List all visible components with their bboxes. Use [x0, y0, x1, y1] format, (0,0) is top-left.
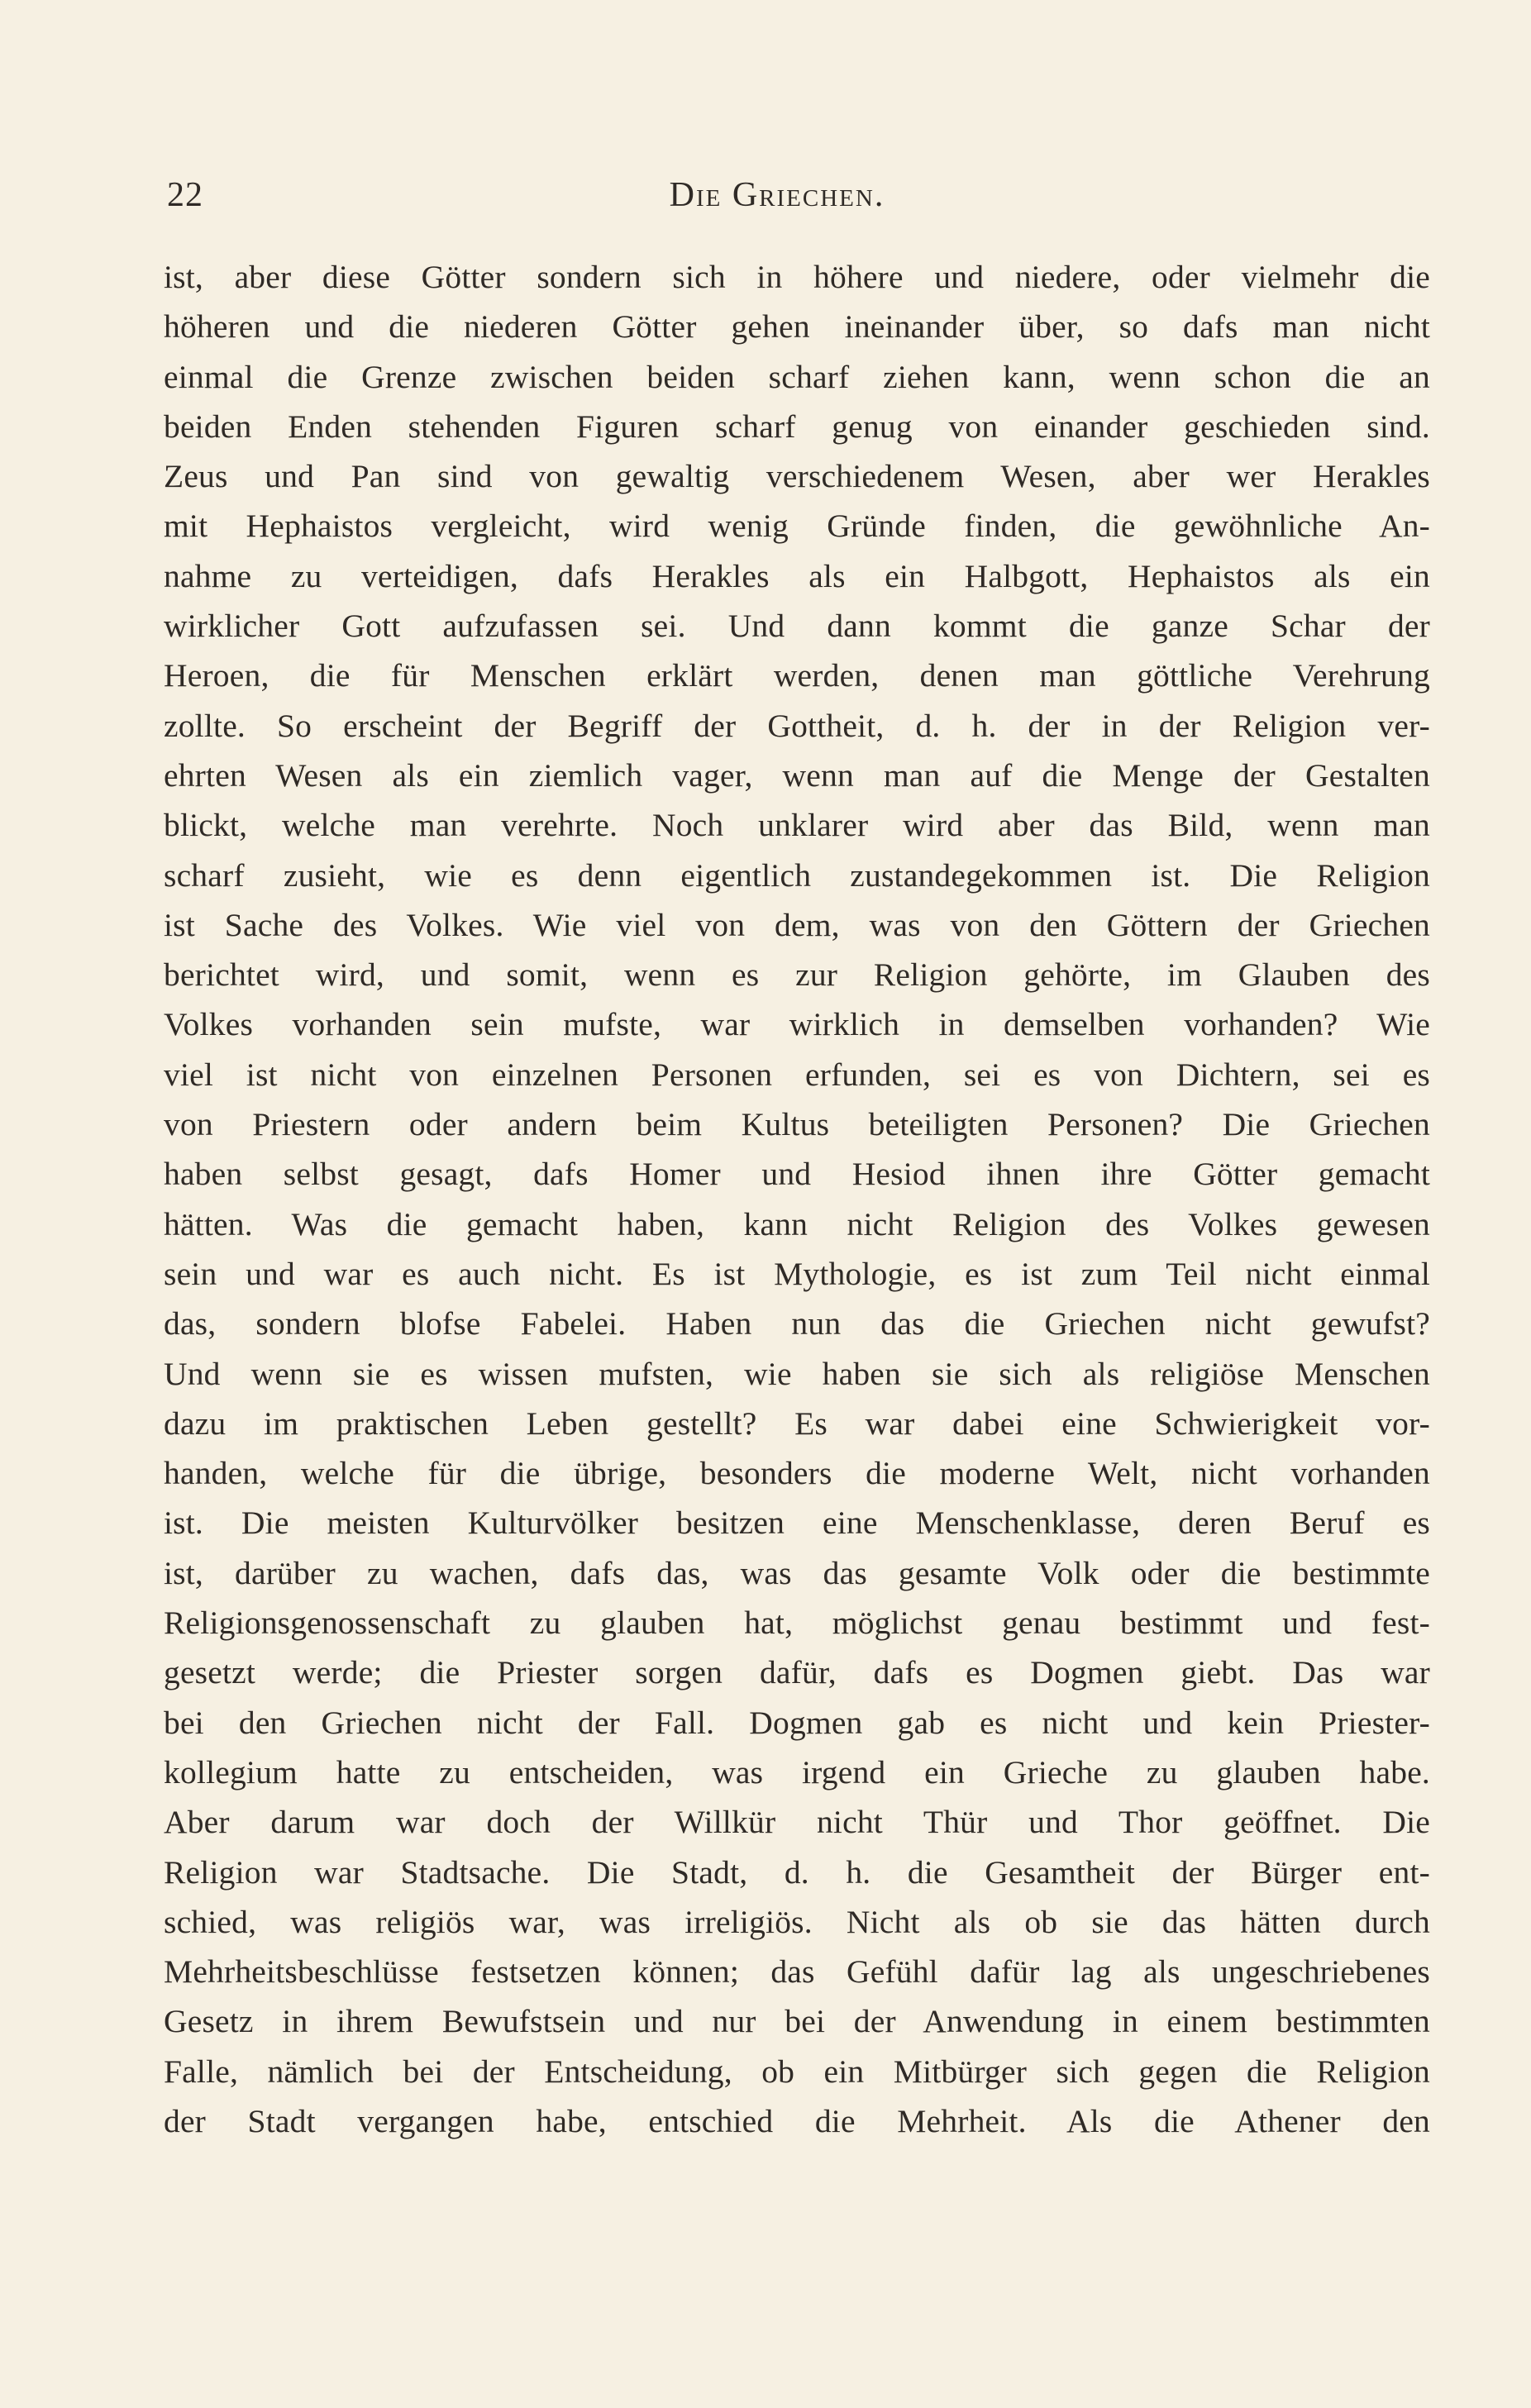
text-line: ist. Die meisten Kulturvölker besitzen eine Menschenklasse, deren Beruf es — [164, 1504, 1430, 1542]
text-line: Mehrheitsbeschlüsse festsetzen können; das Gefühl dafür lag als ungeschriebenes — [164, 1953, 1430, 1991]
text-line: handen, welche für die übrige, besonders die moderne Welt, nicht vorhanden — [164, 1455, 1430, 1492]
text-line: Und wenn sie es wissen mufsten, wie haben sie sich als religiöse Menschen — [164, 1355, 1430, 1392]
text-line: Aber darum war doch der Willkür nicht Thür und Thor geöffnet. Die — [164, 1804, 1430, 1841]
text-line: mit Hephaistos vergleicht, wird wenig Gründe finden, die gewöhnliche An- — [164, 508, 1430, 545]
running-title: Die Griechen. — [669, 176, 885, 214]
text-line: Gesetz in ihrem Bewufstsein und nur bei der Anwendung in einem bestimmten — [164, 2003, 1430, 2040]
page-header — [167, 175, 1387, 217]
text-line: berichtet wird, und somit, wenn es zur Religion gehörte, im Glauben des — [164, 956, 1430, 994]
text-line: kollegium hatte zu entscheiden, was irgend ein Grieche zu glauben habe. — [164, 1753, 1430, 1791]
text-line: nahme zu verteidigen, dafs Herakles als ein Halbgott, Hephaistos als ein — [164, 557, 1430, 594]
text-line: der Stadt vergangen habe, entschied die Mehrheit. Als die Athener den — [164, 2102, 1430, 2139]
text-line: blickt, welche man verehrte. Noch unklarer wird aber das Bild, wenn man — [164, 807, 1430, 844]
text-line: ist, darüber zu wachen, dafs das, was das gesamte Volk oder die bestimmte — [164, 1554, 1430, 1591]
text-line: wirklicher Gott aufzufassen sei. Und dann kommt die ganze Schar der — [164, 608, 1430, 645]
text-line: Volkes vorhanden sein mufste, war wirklich in demselben vorhanden? Wie — [164, 1006, 1430, 1043]
text-line: von Priestern oder andern beim Kultus beteiligten Personen? Die Griechen — [164, 1106, 1430, 1143]
text-line: dazu im praktischen Leben gestellt? Es war dabei eine Schwierigkeit vor- — [164, 1404, 1430, 1442]
text-line: Religionsgenossenschaft zu glauben hat, möglichst genau bestimmt und fest- — [164, 1605, 1430, 1642]
text-line: scharf zusieht, wie es denn eigentlich zustandegekommen ist. Die Religion — [164, 856, 1430, 894]
text-line: zollte. So erscheint der Begriff der Gottheit, d. h. der in der Religion ver- — [164, 707, 1430, 744]
text-line: schied, was religiös war, was irreligiös. Nicht als ob sie das hätten durch — [164, 1903, 1430, 1940]
text-line: ehrten Wesen als ein ziemlich vager, wenn man auf die Menge der Gestalten — [164, 756, 1430, 794]
text-line: bei den Griechen nicht der Fall. Dogmen gab es nicht und kein Priester- — [164, 1704, 1430, 1741]
text-line: ist, aber diese Götter sondern sich in höhere und niedere, oder vielmehr die — [164, 259, 1430, 295]
text-line: das, sondern blofse Fabelei. Haben nun das die Griechen nicht gewufst? — [164, 1305, 1430, 1342]
text-line: höheren und die niederen Götter gehen ineinander über, so dafs man nicht — [164, 308, 1430, 346]
text-line: Falle, nämlich bei der Entscheidung, ob ein Mitbürger sich gegen die Religion — [164, 2053, 1430, 2090]
text-line: Heroen, die für Menschen erklärt werden, denen man göttliche Verehrung — [164, 657, 1430, 694]
body-text — [164, 252, 1430, 2146]
page-number: 22 — [167, 176, 203, 214]
text-line: viel ist nicht von einzelnen Personen erfunden, sei es von Dichtern, sei es — [164, 1056, 1430, 1093]
text-line: einmal die Grenze zwischen beiden scharf ziehen kann, wenn schon die an — [164, 358, 1430, 395]
text-line: gesetzt werde; die Priester sorgen dafür, dafs es Dogmen giebt. Das war — [164, 1654, 1430, 1691]
text-line: Religion war Stadtsache. Die Stadt, d. h. die Gesamtheit der Bürger ent- — [164, 1853, 1430, 1891]
text-line: ist Sache des Volkes. Wie viel von dem, was von den Göttern der Griechen — [164, 906, 1430, 943]
text-line: Zeus und Pan sind von gewaltig verschiedenem Wesen, aber wer Herakles — [164, 458, 1430, 495]
text-line: sein und war es auch nicht. Es ist Mythologie, es ist zum Teil nicht einmal — [164, 1255, 1430, 1292]
text-line: haben selbst gesagt, dafs Homer und Hesiod ihnen ihre Götter gemacht — [164, 1156, 1430, 1193]
text-line: hätten. Was die gemacht haben, kann nicht Religion des Volkes gewesen — [164, 1205, 1430, 1242]
text-line: beiden Enden stehenden Figuren scharf genug von einander geschieden sind. — [164, 408, 1430, 445]
